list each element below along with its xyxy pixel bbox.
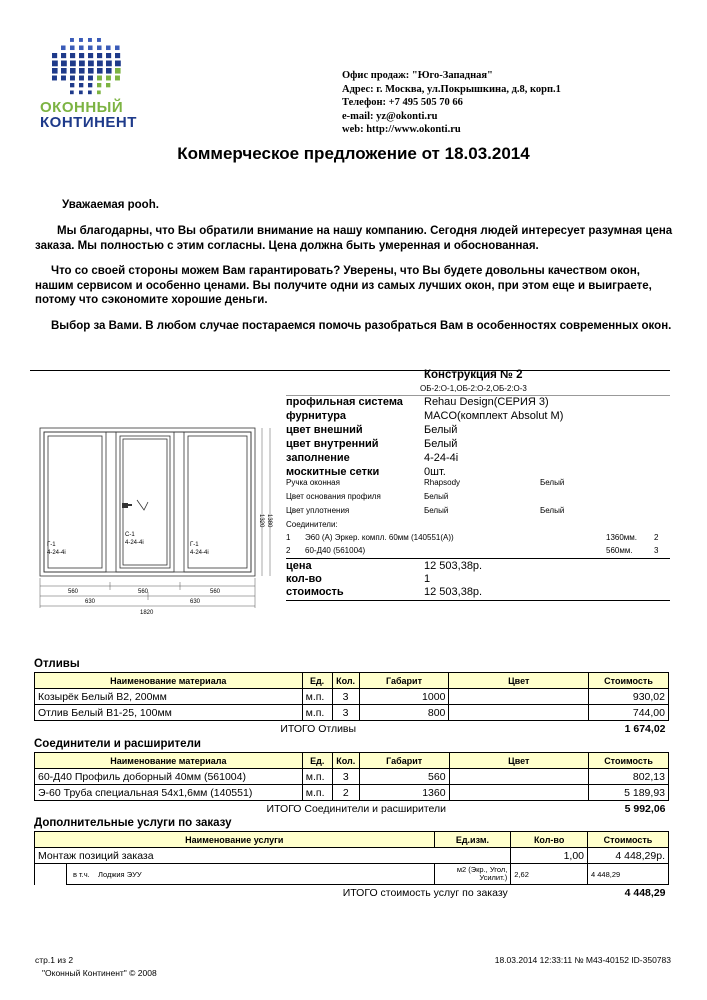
dimension-label: 630 — [190, 599, 201, 605]
cell: 802,13 — [589, 769, 669, 785]
cell: 2 — [332, 785, 359, 801]
paragraph: Что со своей стороны можем Вам гарантировать? Уверены, что Вы будете довольны качеством окон, нашим сервисом и особенно ценами. Вы получите одни из самых лучших окон, при этом еще и выиграете, потому что сэкономите хорошие деньги. — [35, 265, 652, 306]
extra-value: Белый — [424, 506, 449, 515]
extra-key: Цвет основания профиля — [286, 492, 381, 501]
col-header: Кол-во — [511, 832, 588, 848]
col-header: Ед.изм. — [434, 832, 511, 848]
cell: м.п. — [302, 769, 332, 785]
cell — [449, 769, 589, 785]
dimension-label: 630 — [85, 599, 96, 605]
col-header: Цвет — [449, 673, 589, 689]
cell: 4 448,29р. — [588, 848, 669, 864]
prop-value: MACO(комплект Absolut M) — [424, 410, 564, 422]
prop-value: Rehau Design(СЕРИЯ 3) — [424, 396, 549, 408]
col-header: Стоимость — [589, 753, 669, 769]
office-line: Адрес: г. Москва, ул.Покрышкина, д.8, корп.1 — [342, 83, 561, 95]
cell: 3 — [332, 769, 359, 785]
greeting: Уважаемая pooh. — [62, 199, 159, 211]
divider — [286, 600, 670, 601]
col-header: Кол. — [332, 753, 359, 769]
prop-key: фурнитура — [286, 410, 347, 422]
services-table — [34, 831, 669, 900]
prop-key: цвет внутренний — [286, 438, 379, 450]
drawing-label: Г-1 — [190, 542, 199, 548]
total-key: цена — [286, 560, 312, 572]
window-drawing — [30, 418, 270, 623]
extra-value: Белый — [540, 478, 565, 487]
connector-length: 560мм. — [606, 546, 633, 555]
total-value: 5 992,06 — [624, 802, 666, 815]
total-value: 1 674,02 — [624, 722, 666, 735]
connector-length: 1360мм. — [606, 533, 638, 542]
section-title: Соединители и расширители — [34, 738, 201, 750]
dimension-label: 1320 — [258, 514, 264, 528]
cell: м.п. — [302, 689, 332, 705]
col-header: Наименование услуги — [35, 832, 435, 848]
cell: м.п. — [302, 705, 332, 721]
logo-line2: КОНТИНЕНТ — [40, 114, 137, 131]
cell-name: Лоджия ЭУУ — [98, 869, 142, 879]
cell: 560 — [359, 769, 449, 785]
office-info — [342, 69, 561, 137]
connector-qty: 3 — [654, 546, 659, 555]
cell: 1,00 — [511, 848, 588, 864]
total-value: 12 503,38р. — [424, 586, 483, 598]
cell: 4 448,29 — [588, 864, 669, 885]
document-stamp: 18.03.2014 12:33:11 № М43-40152 ID-350783 — [494, 955, 671, 965]
logo-text — [40, 100, 137, 130]
total-value: 1 — [424, 573, 431, 585]
extra-key: Цвет уплотнения — [286, 506, 350, 515]
cell: Отлив Белый В1-25, 100мм — [35, 705, 303, 721]
table-header — [35, 673, 669, 689]
table-header — [35, 753, 669, 769]
table-total — [35, 721, 669, 737]
cell: Э-60 Труба специальная 54х1,6мм (140551) — [35, 785, 303, 801]
drawing-label: С-1 — [125, 532, 135, 538]
paragraph: Мы благодарны, что Вы обратили внимание на нашу компанию. Сегодня людей интересует разумная цена заказа. Мы полностью с этим согласны. Цена должна быть умеренная и обоснованная. — [35, 225, 673, 252]
cell: 5 189,93 — [589, 785, 669, 801]
section-title: Отливы — [34, 658, 80, 670]
prop-key: москитные сетки — [286, 466, 380, 478]
page-number: стр.1 из 2 — [35, 955, 74, 965]
cell: 800 — [359, 705, 449, 721]
table-row — [35, 785, 669, 801]
cell — [66, 864, 434, 885]
extra-value: Белый — [540, 506, 565, 515]
dimension-label: 560 — [68, 589, 79, 595]
drawing-label: 4-24-4i — [125, 540, 144, 546]
construction-code: ОБ-2:О-1,ОБ-2:О-2,ОБ-2:О-3 — [420, 384, 527, 393]
col-header: Стоимость — [588, 832, 669, 848]
connector-num: 2 — [286, 546, 291, 555]
divider — [30, 370, 670, 371]
section-title: Дополнительные услуги по заказу — [34, 817, 232, 829]
col-header: Наименование материала — [35, 753, 303, 769]
cell — [449, 689, 589, 705]
prop-value: 0шт. — [424, 466, 446, 478]
cell: 3 — [332, 705, 359, 721]
office-line: Телефон: +7 495 505 70 66 — [342, 97, 463, 108]
dimension-label: 1380 — [266, 514, 272, 528]
col-header: Габарит — [359, 673, 449, 689]
cell: Монтаж позиций заказа — [35, 848, 511, 864]
col-header: Габарит — [359, 753, 449, 769]
office-line: Офис продаж: "Юго-Западная" — [342, 70, 493, 81]
dimension-label: 1820 — [140, 610, 154, 616]
connector-name: 60-Д40 (561004) — [305, 546, 366, 555]
table-row — [35, 864, 669, 885]
cell: 1360 — [359, 785, 449, 801]
total-label: ИТОГО Соединители и расширители — [266, 802, 447, 815]
total-key: стоимость — [286, 586, 344, 598]
connector-num: 1 — [286, 533, 291, 542]
table-row — [35, 848, 669, 864]
table-row — [35, 689, 669, 705]
prop-key: цвет внешний — [286, 424, 363, 436]
connectors-label: Соединители: — [286, 520, 338, 529]
dimension-label: 560 — [210, 589, 221, 595]
col-header: Цвет — [449, 753, 589, 769]
page-title: Коммерческое предложение от 18.03.2014 — [177, 144, 530, 163]
cell: 1000 — [359, 689, 449, 705]
extra-key: Ручка оконная — [286, 478, 340, 487]
total-label: ИТОГО стоимость услуг по заказу — [342, 886, 508, 899]
cell: 60-Д40 Профиль доборный 40мм (561004) — [35, 769, 303, 785]
cell: м.п. — [302, 785, 332, 801]
col-header: Кол. — [332, 673, 359, 689]
connectors-table — [34, 752, 669, 816]
drawing-label: Г-1 — [47, 542, 56, 548]
cell-prefix: в т.ч. — [72, 869, 90, 879]
divider — [286, 558, 670, 559]
construction-title: Конструкция № 2 — [424, 369, 523, 381]
connector-name: Э60 (А) Эркер. компл. 60мм (140551(А)) — [305, 533, 454, 542]
dimension-label: 560 — [138, 589, 149, 595]
col-header: Стоимость — [589, 673, 669, 689]
col-header: Наименование материала — [35, 673, 303, 689]
extra-value: Белый — [424, 492, 449, 501]
cell — [449, 705, 589, 721]
prop-value: Белый — [424, 438, 458, 450]
table-row — [35, 769, 669, 785]
prop-key: заполнение — [286, 452, 350, 464]
extra-value: Rhapsody — [424, 478, 461, 487]
prop-value: Белый — [424, 424, 458, 436]
table-total — [35, 885, 669, 901]
copyright: "Оконный Континент" © 2008 — [42, 968, 157, 978]
office-line: e-mail: yz@okonti.ru — [342, 110, 438, 122]
cell: Козырёк Белый В2, 200мм — [35, 689, 303, 705]
cell: 930,02 — [589, 689, 669, 705]
table-total — [35, 801, 669, 817]
otlivy-table — [34, 672, 669, 736]
cell: 2,62 — [511, 864, 588, 885]
total-value: 12 503,38р. — [424, 560, 483, 572]
drawing-label: 4-24-4i — [190, 550, 209, 556]
total-key: кол-во — [286, 573, 322, 585]
table-header — [35, 832, 669, 848]
office-line: web: http://www.okonti.ru — [342, 124, 461, 135]
connector-qty: 2 — [654, 533, 659, 542]
drawing-label: 4-24-4i — [47, 550, 66, 556]
cell: 744,00 — [589, 705, 669, 721]
cell: 3 — [332, 689, 359, 705]
col-header: Ед. — [302, 673, 332, 689]
prop-value: 4-24-4i — [424, 452, 459, 464]
paragraph: Выбор за Вами. В любом случае постараемся помочь разобраться Вам в особенностях современных окон. — [51, 320, 672, 332]
table-row — [35, 705, 669, 721]
col-header: Ед. — [302, 753, 332, 769]
prop-key: профильная система — [286, 396, 403, 408]
total-label: ИТОГО Отливы — [280, 722, 357, 735]
total-value: 4 448,29 — [624, 886, 666, 899]
logo-line1: ОКОННЫЙ — [40, 99, 124, 116]
cell: м2 (Экр., Угол, Усилит.) — [434, 864, 511, 885]
cell — [449, 785, 589, 801]
